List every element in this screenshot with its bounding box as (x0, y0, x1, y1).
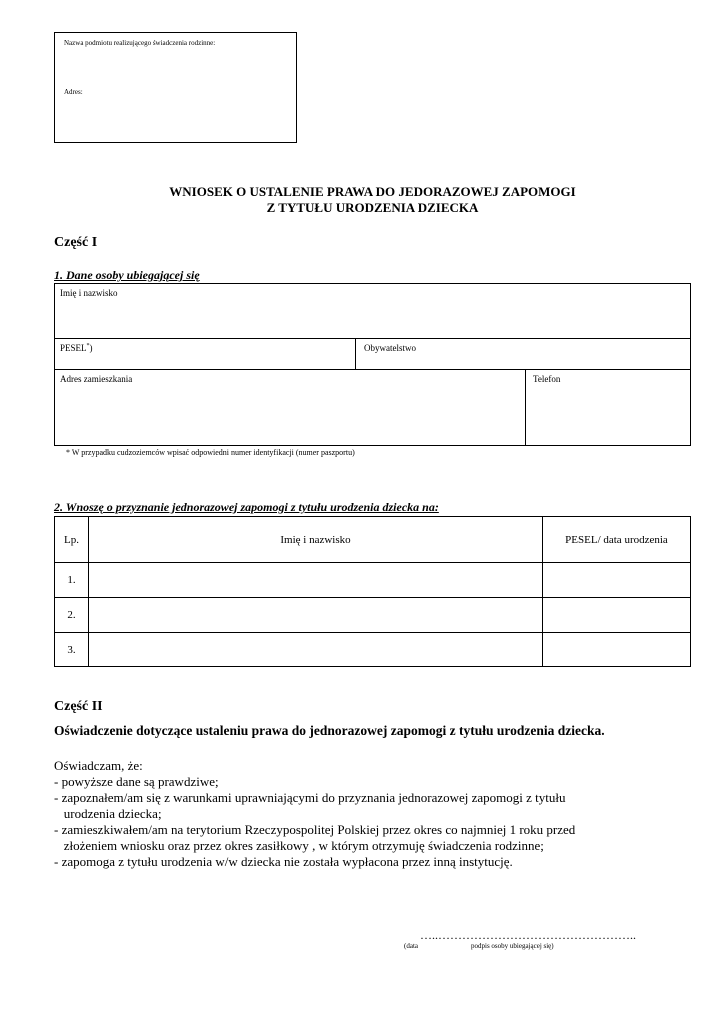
table-row-1-pesel[interactable] (542, 562, 691, 598)
part2-subheading: Oświadczenie dotyczące ustaleniu prawa do jednorazowej zapomogi z tytułu urodzenia dziecka. (54, 723, 605, 738)
field-address[interactable] (54, 369, 526, 446)
section2-heading: 2. Wnoszę o przyznanie jednorazowej zapomogi z tytułu urodzenia dziecka na: (54, 500, 439, 514)
entity-address-label: Adres: (64, 88, 83, 96)
table-header-name-text: Imię i nazwisko (280, 534, 351, 546)
declaration-item: - zamieszkiwałem/am na terytorium Rzeczypospolitej Polskiej przez okres co najmniej 1 roku przed (54, 822, 576, 837)
table-header-pesel-text: PESEL/ data urodzenia (565, 534, 668, 546)
footnote: * W przypadku cudzoziemców wpisać odpowiedni numer identyfikacji (numer paszportu) (66, 448, 355, 457)
declaration-item: - zapoznałem/am się z warunkami uprawniającymi do przyznania jednorazowej zapomogi z tytułu (54, 790, 566, 805)
field-pesel-label: PESEL*) (60, 343, 93, 353)
table-row-1-lp (54, 562, 89, 598)
field-phone-label: Telefon (533, 374, 561, 384)
table-row-2-lp-text: 2. (67, 609, 76, 621)
declaration-intro: Oświadczam, że: (54, 758, 143, 773)
table-row-1-lp-text: 1. (67, 574, 76, 586)
pesel-footnote-mark: * (86, 343, 90, 349)
entity-name-label: Nazwa podmiotu realizującego świadczenia rodzinne: (64, 39, 216, 47)
table-row-2-lp (54, 597, 89, 633)
table-header-pesel (542, 516, 691, 563)
field-address-label: Adres zamieszkania (60, 374, 133, 384)
declaration-item: - powyższe dane są prawdziwe; (54, 774, 219, 789)
table-row-1-name[interactable] (88, 562, 543, 598)
table-header-lp-text: Lp. (64, 534, 79, 546)
declaration-item: - zapomoga z tytułu urodzenia w/w dziecka nie została wypłacona przez inną instytucję. (54, 854, 513, 869)
field-citizenship-label: Obywatelstwo (364, 343, 416, 353)
field-phone[interactable] (525, 369, 691, 446)
field-name[interactable] (54, 283, 691, 339)
part2-heading: Część II (54, 699, 103, 714)
table-row-3-name[interactable] (88, 632, 543, 667)
entity-box (54, 32, 297, 143)
table-row-2-name[interactable] (88, 597, 543, 633)
document-title (54, 184, 691, 216)
table-row-2-pesel[interactable] (542, 597, 691, 633)
signature-sign-label: podpis osoby ubiegającej się) (471, 942, 554, 950)
declaration (54, 758, 694, 870)
signature-date-label: (data (404, 942, 418, 950)
field-citizenship[interactable] (355, 338, 691, 370)
field-name-label: Imię i nazwisko (60, 288, 118, 298)
part1-heading: Część I (54, 235, 98, 250)
table-header-lp (54, 516, 89, 563)
table-row-3-lp (54, 632, 89, 667)
section1-heading: 1. Dane osoby ubiegającej się (54, 268, 200, 282)
title-line-2: Z TYTUŁU URODZENIA DZIECKA (266, 200, 479, 215)
table-row-3-lp-text: 3. (67, 644, 76, 656)
table-row-3-pesel[interactable] (542, 632, 691, 667)
pesel-label-paren: ) (89, 343, 93, 353)
declaration-item: złożeniem wniosku oraz przez okres zasiłkowy , w którym otrzymuję świadczenia rodzinne; (54, 838, 544, 853)
field-pesel[interactable] (54, 338, 356, 370)
declaration-item: urodzenia dziecka; (54, 806, 162, 821)
table-header-name (88, 516, 543, 563)
signature-line: …..………………………………………….. (420, 928, 636, 942)
title-line-1: WNIOSEK O USTALENIE PRAWA DO JEDORAZOWEJ ZAPOMOGI (169, 184, 576, 199)
